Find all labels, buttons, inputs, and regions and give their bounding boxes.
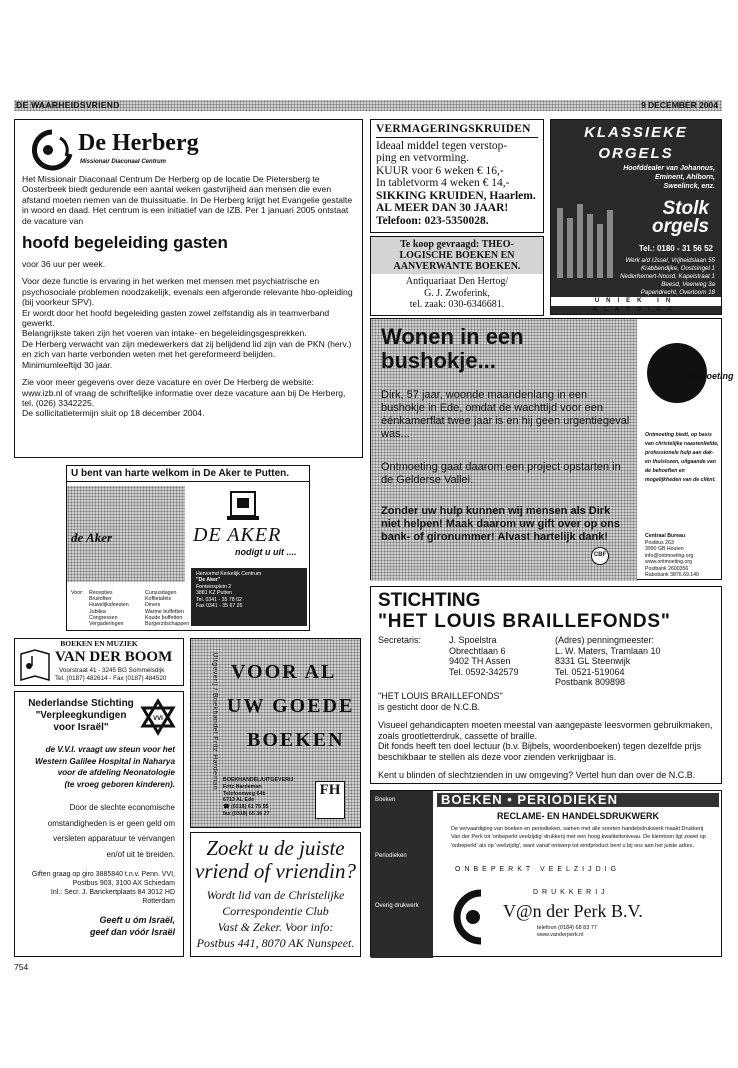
aker-address-2: "De Aker" xyxy=(196,577,221,584)
vvi-appeal-3: voor de afdeling Neonatologie xyxy=(57,768,175,777)
vvi-appeal-2: Western Galilee Hospital in Naharya xyxy=(35,756,175,766)
vacancy-body-4: De Herberg verwacht van zijn medewerkers dat zij belijdend lid zijn van de PKN (herv.) en zich van harte verbonden weten met het gereformeerd belijden. xyxy=(22,338,352,360)
verma-line-4: In tabletvorm 4 weken € 14,- xyxy=(376,177,510,189)
verma-line-3: KUUR voor 6 weken € 16,- xyxy=(376,164,504,177)
aker-service: Recepties xyxy=(89,590,113,596)
vdp-name: V@n der Perk B.V. xyxy=(503,901,643,921)
braille-para-2: Dit fonds heeft ten doel lectuur (b.v. Bijbels, woordenboeken) tegen dezelfde prijs beschikbaar te stellen als deze voor zienden verkrijgbaar is. xyxy=(378,741,702,762)
theo-heading xyxy=(371,237,543,274)
vvi-slogan-2: geef dan vóór Israël xyxy=(89,927,175,937)
ontmoeting-sidebar xyxy=(639,319,734,581)
sidebar-periodieken: Periodieken xyxy=(375,853,407,859)
issue-date: 9 DECEMBER 2004 xyxy=(640,100,718,110)
boom-tagline: BOEKEN EN MUZIEK xyxy=(60,639,138,648)
treasurer-line-5: Postbank 809898 xyxy=(555,677,626,687)
ontmoeting-project: Ontmoeting gaat daarom een project opstarten in de Gelderse Vallei. xyxy=(381,461,621,486)
boom-name: VAN DER BOOM xyxy=(55,649,173,665)
orgels-dealer-1: Hoofddealer van Johannus, xyxy=(623,165,715,172)
orgels-address-5: Papendrecht, Overtoom 18 xyxy=(640,289,715,296)
boom-address: Voorstraat 41 - 3245 BG Sommelsdijk xyxy=(59,667,165,674)
lantern-icon xyxy=(223,488,263,524)
star-of-david-icon xyxy=(141,700,175,734)
herberg-tagline: Missionair Diaconaal Centrum xyxy=(80,159,167,165)
orgels-address-3: Nederhemert-Noord, Kapelstraat 1 xyxy=(620,273,715,280)
treasurer-line-3: 8331 GL Steenwijk xyxy=(555,656,631,666)
vacancy-body-5: Minimumleeftijd 30 jaar. xyxy=(22,359,113,370)
vvi-star-label: VVI xyxy=(153,716,163,722)
aker-brand: DE AKER xyxy=(193,524,282,546)
aker-service: Bruiloften xyxy=(89,596,112,603)
herberg-vacancy-ad xyxy=(14,119,363,458)
treasurer-line-4: Tel. 0521-519064 xyxy=(555,666,625,677)
contact-line-2: Postbus 263 xyxy=(645,539,674,546)
theologische-boeken-ad xyxy=(370,236,544,316)
drukkerij-body: De vervaardiging van boeken en periodieken, samen met alle soorten handelsdrukwerk maakt Drukkerij Van der Perk tot 'onbeperkt veelzijdig' drukkerij met een hoog kwaliteitsniveau. De klemtoon ligt zowel op 'onbeperkt' als op 'veelzijdig', want vanaf ontwerp tot eindproduct bent u bij ons aan het juiste adres. xyxy=(451,826,706,849)
contact-line-4: info@ontmoeting.org xyxy=(645,552,694,559)
vvi-body-3: versleten apparatuur te vervangen xyxy=(53,834,175,843)
braille-title-2: "HET LOUIS BRAILLEFONDS" xyxy=(378,611,671,632)
cbf-seal: CBF xyxy=(591,547,609,565)
ontmoeting-headline xyxy=(381,325,524,373)
theo-body-2: G. J. Zwoferink, xyxy=(424,287,490,299)
correspondentie-club-ad xyxy=(190,832,361,957)
ontmoeting-story: Dirk, 57 jaar, woonde maandenlang in een bushokje in Ede, omdat de wachttijd voor een éénkamerflat twee jaar is en hij geen urgentiegeval was... xyxy=(381,389,630,440)
orgels-address-1: Werk a/d IJssel, Vrijheidslaan 55 xyxy=(625,257,715,264)
hardeman-address-2: Fritz Hardeman xyxy=(223,783,262,790)
zoekt-body xyxy=(191,887,360,951)
hardeman-vertical-text: Uitgeverij / Boekhandel Fritz Hardeman xyxy=(211,652,219,791)
aker-service: Jubilea xyxy=(89,608,106,615)
aker-welcome: U bent van harte welkom in De Aker te Putten. xyxy=(67,466,309,482)
vvi-heading-1: Nederlandse Stichting xyxy=(28,698,134,709)
vacancy-title: hoofd begeleiding gasten xyxy=(22,233,228,253)
drukkerij-slogan: ONBEPERKT VEELZIJDIG xyxy=(455,866,621,873)
drukkerij-sidebar xyxy=(371,791,433,958)
aker-address-3: Fonteinsplein 2 xyxy=(196,583,232,590)
theo-heading-1: Te koop gevraagd: THEO- xyxy=(400,239,514,250)
treasurer-line-2: L. W. Maters, Tramlaan 10 xyxy=(555,645,661,656)
vvi-giro-2: Postbus 903, 3100 AX Schiedam xyxy=(72,880,175,887)
secretary-address xyxy=(449,635,519,677)
page-number: 754 xyxy=(14,962,29,972)
vvi-heading-3: voor Israël" xyxy=(53,722,109,733)
hardeman-address-5: ☎ (0318) 61 75 55 xyxy=(223,804,269,811)
vacancy-body-2: Er wordt door het hoofd begeleiding gasten zowel zelfstandig als in teamverband gewerkt. xyxy=(22,307,330,329)
vdp-contact xyxy=(537,925,597,939)
treasurer-address xyxy=(555,635,661,688)
verma-line-7: Telefoon: 023-5350028. xyxy=(376,214,489,227)
hardeman-address-3: Telefoonweg 64b xyxy=(223,790,266,797)
secretary-line-2: Obrechtlaan 6 xyxy=(449,645,506,656)
orgels-title-1: KLASSIEKE xyxy=(584,124,688,141)
vooral-word-1: VOOR AL xyxy=(231,661,337,683)
hardeman-address xyxy=(223,777,293,818)
vvi-body-4: en/of uit te breiden. xyxy=(106,849,175,859)
orgels-address-4: Beesd, Veerweg 3a xyxy=(661,281,715,288)
orgels-addresses xyxy=(620,257,715,297)
orgels-dealers xyxy=(623,164,715,191)
contact-line-5: www.ontmoeting.org xyxy=(645,559,692,565)
vacancy-body-1: Voor deze functie is ervaring in het werken met mensen met psychiatrische en psychosociale problemen noodzakelijk, evenals een afgeronde relevante hbo-opleiding (bij voorkeur SPV). xyxy=(22,276,353,308)
herberg-swirl-icon xyxy=(26,128,78,172)
drukkerij-banner: BOEKEN • PERIODIEKEN xyxy=(437,793,719,807)
zoekt-heading-2: vriend of vriendin? xyxy=(195,859,356,883)
hardeman-boeken-ad xyxy=(190,638,361,828)
page-header xyxy=(14,100,722,111)
vooral-word-2: UW GOEDE xyxy=(227,695,355,717)
aker-service: Koffietafels xyxy=(145,596,172,603)
theo-body-1: Antiquariaat Den Hertog/ xyxy=(405,276,509,287)
aker-address-1: Hervormd Kerkelijk Centrum xyxy=(196,571,262,577)
ontmoeting-logo-text: Ontmoeting xyxy=(683,371,734,381)
vacancy-info: Zie voor meer gegevens over deze vacature en over De Herberg de website: www.izb.nl of vraag de schriftelijke informatie over deze vacature aan bij De Herberg, tel. (026) 3342225. xyxy=(22,377,346,408)
music-book-icon xyxy=(19,648,51,682)
aker-services-col-1 xyxy=(89,590,145,627)
hardeman-address-1: BOEKHANDEL/UITGEVERIJ xyxy=(223,777,294,783)
publication-name: DE WAARHEIDSVRIEND xyxy=(16,100,120,110)
orgels-dealer-3: Sweelinck, enz. xyxy=(663,183,715,190)
verma-line-2: ping en vetvorming. xyxy=(376,152,469,164)
verma-line-5: SIKKING KRUIDEN, Haarlem. xyxy=(376,189,536,202)
klassieke-orgels-ad xyxy=(550,119,722,315)
braille-body xyxy=(378,691,714,781)
aker-service: Congressen xyxy=(89,614,118,621)
zoekt-body-3: Vast & Zeker. Voor info: xyxy=(217,920,334,934)
vvi-body-2: omstandigheden is er geen geld om xyxy=(47,818,175,828)
secretary-line-1: J. Spoelstra xyxy=(449,635,497,645)
vooral-word-3: BOEKEN xyxy=(247,729,345,751)
vacancy-deadline: De sollicitatietermijn sluit op 18 december 2004. xyxy=(22,408,205,419)
aker-service: Diners xyxy=(145,602,161,609)
contact-line-3: 3990 GB Houten xyxy=(645,546,684,552)
drukkerij-heading: RECLAME- EN HANDELSDRUKWERK xyxy=(497,811,659,821)
verma-line-1: Ideaal middel tegen verstop- xyxy=(376,139,508,152)
vdp-logo-icon xyxy=(451,885,487,949)
braillefonds-ad xyxy=(370,586,722,784)
vacancy-hours: voor 36 uur per week. xyxy=(22,259,106,270)
braille-para-1: Visueel gehandicapten moeten meestal van aangepaste leesvormen gebruikmaken, zoals grootletterdruk, cassette of braille. xyxy=(378,720,713,741)
sidebar-boeken: Boeken xyxy=(375,797,396,803)
braille-quote-2: is gesticht door de N.C.B. xyxy=(378,701,481,712)
aker-services xyxy=(71,590,190,628)
secretary-label: Secretaris: xyxy=(378,635,422,645)
vvi-slogan xyxy=(23,914,175,938)
ontmoeting-contact xyxy=(645,533,723,579)
herberg-name: De Herberg xyxy=(78,130,199,156)
aker-service: Vergaderingen xyxy=(89,621,124,628)
de-aker-ad xyxy=(66,465,310,631)
van-der-perk-ad xyxy=(370,790,722,957)
aker-address-6: Fax 0341 - 35 67 26 xyxy=(196,603,243,610)
ontmoeting-mission: Ontmoeting biedt, op basis van christelijke naastenliefde, professionele hulp aan dak- en thuislozen, uitgaande van de behoeften en mogelijkheden van de cliënt. xyxy=(645,432,719,483)
aker-address xyxy=(191,568,307,626)
vvi-heading xyxy=(23,698,139,734)
aker-invite: nodigt u uit .... xyxy=(235,547,297,557)
vdp-phone: telefoon (0184) 68 83 77 xyxy=(537,925,597,931)
drukkerij-label: DRUKKERIJ xyxy=(533,889,609,896)
aker-address-4: 3881 KZ Putten xyxy=(196,590,233,597)
vvi-appeal-4: (te vroeg geboren kinderen). xyxy=(64,779,175,789)
aker-services-label: Voor: xyxy=(71,590,84,596)
braille-title-1: STICHTING xyxy=(378,590,481,611)
zoekt-heading-1: Zoekt u de juiste xyxy=(206,836,345,860)
theo-heading-3: AANVERWANTE BOEKEN. xyxy=(393,261,521,272)
orgels-slogan: UNIEK IN KLASSIEK xyxy=(551,297,721,306)
herberg-intro: Het Missionair Diaconaal Centrum De Herberg op de locatie De Pietersberg te Oosterbeek biedt gedurende een aantal weken gastvrijheid aan mensen die even afstand moeten nemen van de thuissituatie. In De Herberg krijgt het Evangelie gestalte in woord en daad. Het centrum is een initiatief van de IZB. Per 1 januari 2005 ontstaat de vacature van xyxy=(22,174,353,226)
vvi-giro xyxy=(23,870,175,906)
ontmoeting-headline-1: Wonen in een xyxy=(381,324,524,349)
aker-service: Warme buffetten xyxy=(145,608,184,615)
vvi-slogan-1: Geeft u óm Israël, xyxy=(99,915,175,925)
contact-line-6: Postbank 2600356 xyxy=(645,565,689,572)
zoekt-body-2: Correspondentie Club xyxy=(222,904,329,918)
herberg-logo xyxy=(22,126,355,174)
secretary-line-3: 9402 TH Assen xyxy=(449,656,511,666)
boom-phone: Tel. (0187) 482614 - Fax (0187) 484520 xyxy=(55,675,167,682)
contact-line-7: Rabobank 3876.69.140 xyxy=(645,572,699,578)
vvi-body-1: Door de slechte economische xyxy=(69,803,175,812)
van-der-boom-ad xyxy=(14,638,184,686)
ontmoeting-appeal: Zonder uw hulp kunnen wij mensen als Dirk niet helpen! Maak daarom uw gift over op ons bank- of gironummer! Alvast hartelijk dank! xyxy=(381,505,620,543)
vvi-appeal xyxy=(23,744,175,790)
stolk-word: Stolk xyxy=(662,198,709,219)
aker-address-5: Tel. 0341 - 35 78 02 xyxy=(196,596,242,603)
secretary-line-4: Tel. 0592-342579 xyxy=(449,666,519,677)
hardeman-address-6: fax (0318) 65 36 27 xyxy=(223,810,270,817)
hardeman-address-4: 6713 AL Ede xyxy=(223,797,255,804)
verma-line-6: AL MEER DAN 30 JAAR! xyxy=(376,202,509,214)
aker-service: Cursusdagen xyxy=(145,590,177,596)
vdp-website: www.vanderperk.nl xyxy=(537,932,584,938)
aker-service: Koude buffetten xyxy=(145,614,183,621)
vacancy-body-3: Belangrijkste taken zijn het voeren van intake- en begeleidingsgesprekken. xyxy=(22,328,307,339)
orgels-dealer-2: Eminent, Ahlborn, xyxy=(654,174,715,181)
orgels-title-2: ORGELS xyxy=(598,145,674,162)
ontmoeting-ad xyxy=(370,318,734,580)
zoekt-body-1: Wordt lid van de Christelijke xyxy=(206,888,345,902)
sidebar-overig: Overig drukwerk xyxy=(375,903,419,909)
zoekt-body-4: Postbus 441, 8070 AK Nunspeet. xyxy=(196,936,355,950)
verma-title: VERMAGERINGSKRUIDEN xyxy=(376,123,538,138)
treasurer-line-1: (Adres) penningmeester: xyxy=(555,635,655,645)
vvi-body xyxy=(23,800,175,862)
orgels-address-2: Krabbendijke, Oostsingel 1 xyxy=(641,265,715,272)
aker-service: Burgerzitschappen xyxy=(145,621,190,628)
contact-line-1: Centraal Bureau xyxy=(645,533,686,539)
theo-heading-2: LOGISCHE BOEKEN EN xyxy=(399,250,515,261)
ontmoeting-headline-2: bushokje... xyxy=(381,348,496,373)
vvi-appeal-1: de V.V.I. vraagt uw steun voor het xyxy=(45,745,175,754)
vermageringskruiden-ad xyxy=(370,119,544,233)
theo-body-3: tel. zaak: 030-6346681. xyxy=(409,299,505,310)
aker-service: Huwelijksfeesten xyxy=(89,602,129,609)
stolk-orgels-logo xyxy=(652,200,709,236)
aker-services-col-2 xyxy=(145,590,201,627)
vvi-giro-1: Giften graag op giro 3885840 t.n.v. Penn. VVI, xyxy=(31,871,175,878)
braille-para-3: Kent u blinden of slechtzienden in uw omgeving? Vertel hun dan over de N.C.B. xyxy=(378,770,696,780)
vvi-giro-3: Inl.: Secr. J. Banckertplaats 84 3012 HD Rotterdam xyxy=(50,889,175,905)
orgels-phone: Tel.: 0180 - 31 56 52 xyxy=(638,244,713,253)
fh-logo: FH xyxy=(315,781,345,819)
braille-quote-1: "HET LOUIS BRAILLEFONDS" xyxy=(378,691,503,701)
vvi-heading-2: "Verpleegkundigen xyxy=(35,710,127,721)
aker-sign: de Aker xyxy=(71,530,113,545)
orgels-word: orgels xyxy=(651,216,709,237)
vvi-ad xyxy=(14,691,184,957)
